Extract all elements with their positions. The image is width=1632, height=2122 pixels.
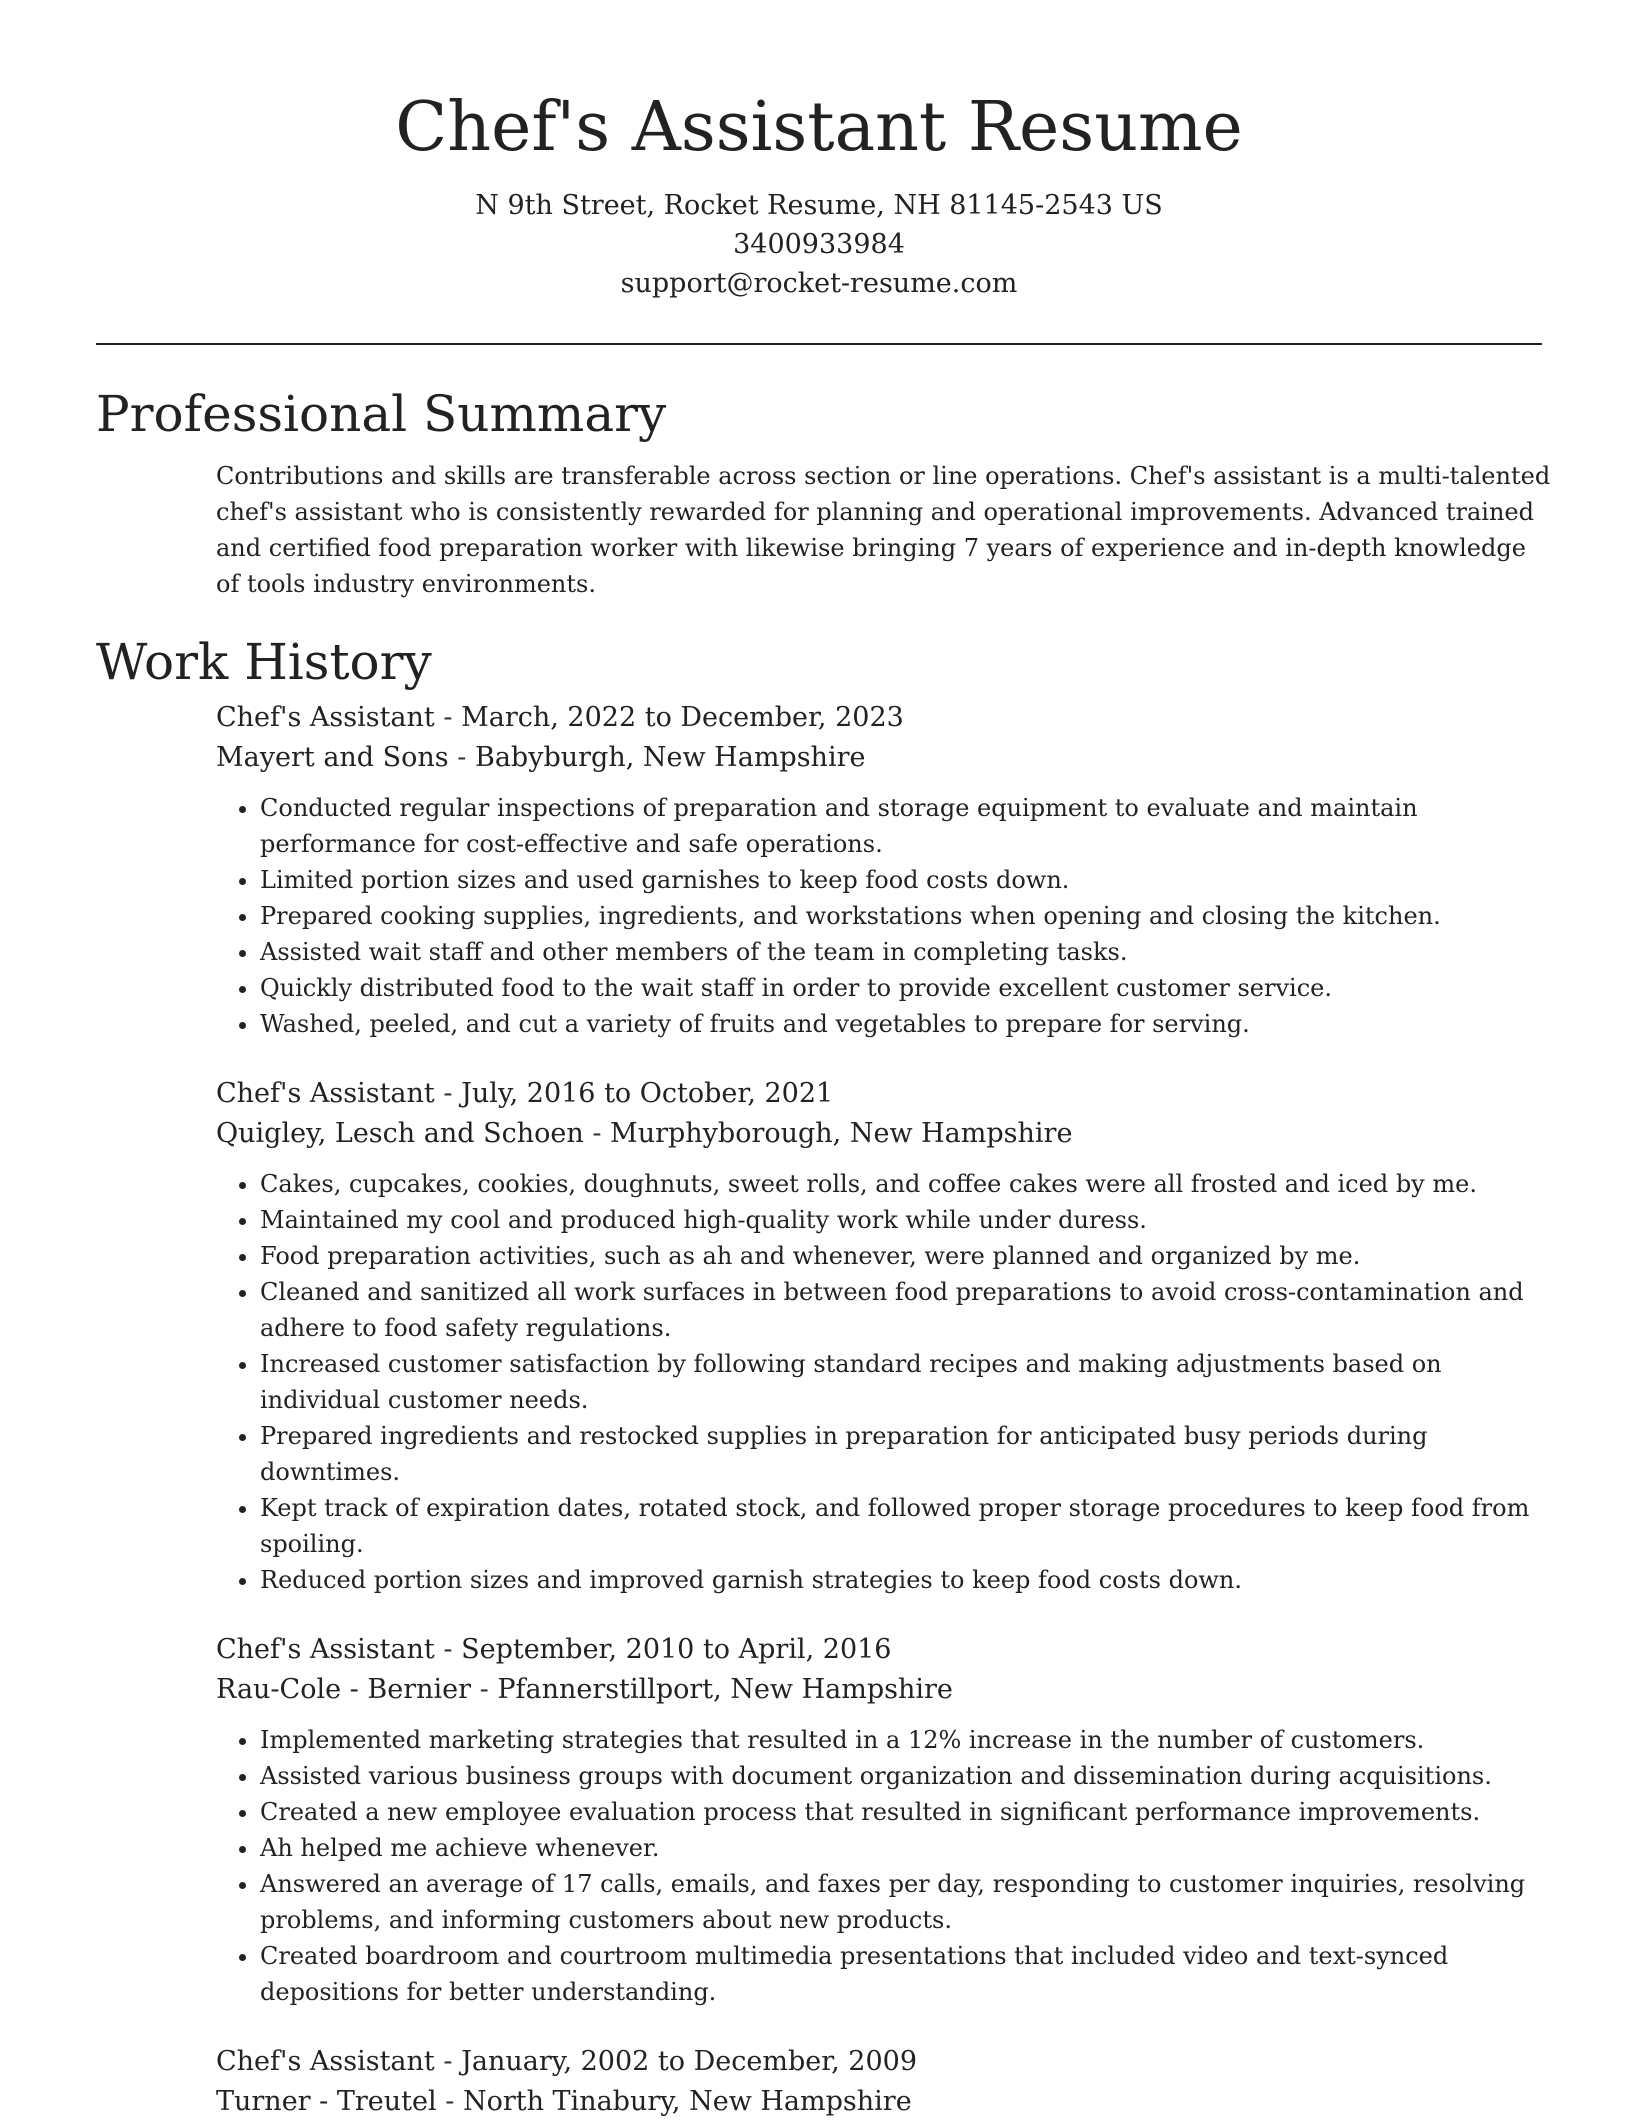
job-bullet: • Reduced portion sizes and improved garnish strategies to keep food costs down. (260, 1562, 1542, 1598)
contact-email: support@rocket-resume.com (620, 268, 1018, 299)
job-separator: - (443, 702, 453, 733)
job-dates: March, 2022 to December, 2023 (461, 702, 904, 733)
job-location: Murphyborough, New Hampshire (610, 1118, 1073, 1149)
resume-header (96, 84, 1542, 303)
job-location: North Tinabury, New Hampshire (462, 2086, 912, 2117)
job-role: Chef's Assistant (216, 2046, 435, 2077)
work-history-entry (216, 1630, 1542, 2010)
job-bullet: • Assisted various business groups with document organization and dissemination during acquisitions. (260, 1758, 1542, 1794)
job-company: Mayert and Sons (216, 742, 449, 773)
job-bullet-list (216, 1722, 1542, 2010)
job-bullet: • Conducted regular inspections of preparation and storage equipment to evaluate and maintain performance for cost-effective and safe operations. (260, 790, 1542, 862)
job-dates: January, 2002 to December, 2009 (461, 2046, 918, 2077)
job-title-line (216, 1074, 1542, 1114)
job-bullet-list (216, 1166, 1542, 1598)
work-history-entry (216, 2042, 1542, 2122)
job-bullet: • Limited portion sizes and used garnishes to keep food costs down. (260, 862, 1542, 898)
job-title-line (216, 2042, 1542, 2082)
job-bullet: • Increased customer satisfaction by following standard recipes and making adjustments based on individual customer needs. (260, 1346, 1542, 1418)
job-bullet: • Implemented marketing strategies that resulted in a 12% increase in the number of customers. (260, 1722, 1542, 1758)
job-dates: September, 2010 to April, 2016 (461, 1634, 892, 1665)
job-separator: - (445, 2086, 455, 2117)
job-company-line (216, 738, 1542, 778)
job-bullet: • Answered an average of 17 calls, emails, and faxes per day, responding to customer inquiries, resolving problems, and informing customers about new products. (260, 1866, 1542, 1938)
job-bullet: • Assisted wait staff and other members of the team in completing tasks. (260, 934, 1542, 970)
job-role: Chef's Assistant (216, 702, 435, 733)
job-bullet: • Kept track of expiration dates, rotated stock, and followed proper storage procedures to keep food from spoiling. (260, 1490, 1542, 1562)
work-history-entry (216, 698, 1542, 1042)
job-role: Chef's Assistant (216, 1078, 435, 1109)
header-divider (96, 343, 1542, 345)
job-bullet: • Maintained my cool and produced high-quality work while under duress. (260, 1202, 1542, 1238)
work-history-heading: Work History (96, 633, 432, 691)
job-bullet: • Prepared ingredients and restocked supplies in preparation for anticipated busy periods during downtimes. (260, 1418, 1542, 1490)
job-bullet: • Prepared cooking supplies, ingredients, and workstations when opening and closing the kitchen. (260, 898, 1542, 934)
job-separator: - (592, 1118, 602, 1149)
job-company: Rau-Cole - Bernier (216, 1674, 472, 1705)
contact-phone: 3400933984 (733, 229, 905, 260)
job-bullet: • Quickly distributed food to the wait staff in order to provide excellent customer service. (260, 970, 1542, 1006)
job-company: Quigley, Lesch and Schoen (216, 1118, 584, 1149)
job-bullet: • Created a new employee evaluation process that resulted in significant performance improvements. (260, 1794, 1542, 1830)
job-company-line (216, 1670, 1542, 1710)
job-bullet: • Washed, peeled, and cut a variety of fruits and vegetables to prepare for serving. (260, 1006, 1542, 1042)
job-separator: - (443, 1078, 453, 1109)
work-history-list (96, 698, 1542, 2122)
job-bullet: • Cleaned and sanitized all work surfaces in between food preparations to avoid cross-contamination and adhere to food safety regulations. (260, 1274, 1542, 1346)
job-separator: - (443, 1634, 453, 1665)
job-title-line (216, 698, 1542, 738)
job-bullet: • Created boardroom and courtroom multimedia presentations that included video and text-synced depositions for better understanding. (260, 1938, 1542, 2010)
resume-title: Chef's Assistant Resume (395, 88, 1243, 167)
job-company: Turner - Treutel (216, 2086, 437, 2117)
job-separator: - (443, 2046, 453, 2077)
job-title-line (216, 1630, 1542, 1670)
job-separator: - (479, 1674, 489, 1705)
summary-heading: Professional Summary (96, 385, 667, 443)
job-role: Chef's Assistant (216, 1634, 435, 1665)
job-company-line (216, 2082, 1542, 2122)
resume-content (96, 378, 1551, 2122)
summary-text: Contributions and skills are transferable across section or line operations. Chef's assistant is a multi-talented chef's assistant who is consistently rewarded for planning and operational improvements. Advanced trained and certified food preparation worker with likewise bringing 7 years of experience and in-depth knowledge of tools industry environments. (216, 462, 1551, 598)
job-bullet: • Cakes, cupcakes, cookies, doughnuts, sweet rolls, and coffee cakes were all frosted and iced by me. (260, 1166, 1542, 1202)
job-dates: July, 2016 to October, 2021 (461, 1078, 834, 1109)
job-location: Pfannerstillport, New Hampshire (497, 1674, 953, 1705)
job-separator: - (457, 742, 467, 773)
job-bullet: • Ah helped me achieve whenever. (260, 1830, 1542, 1866)
job-bullet: • Food preparation activities, such as ah and whenever, were planned and organized by me. (260, 1238, 1542, 1274)
job-location: Babyburgh, New Hampshire (474, 742, 866, 773)
work-history-entry (216, 1074, 1542, 1598)
job-bullet-list (216, 790, 1542, 1042)
contact-address: N 9th Street, Rocket Resume, NH 81145-2543 US (475, 190, 1163, 221)
contact-block (96, 186, 1542, 303)
job-company-line (216, 1114, 1542, 1154)
